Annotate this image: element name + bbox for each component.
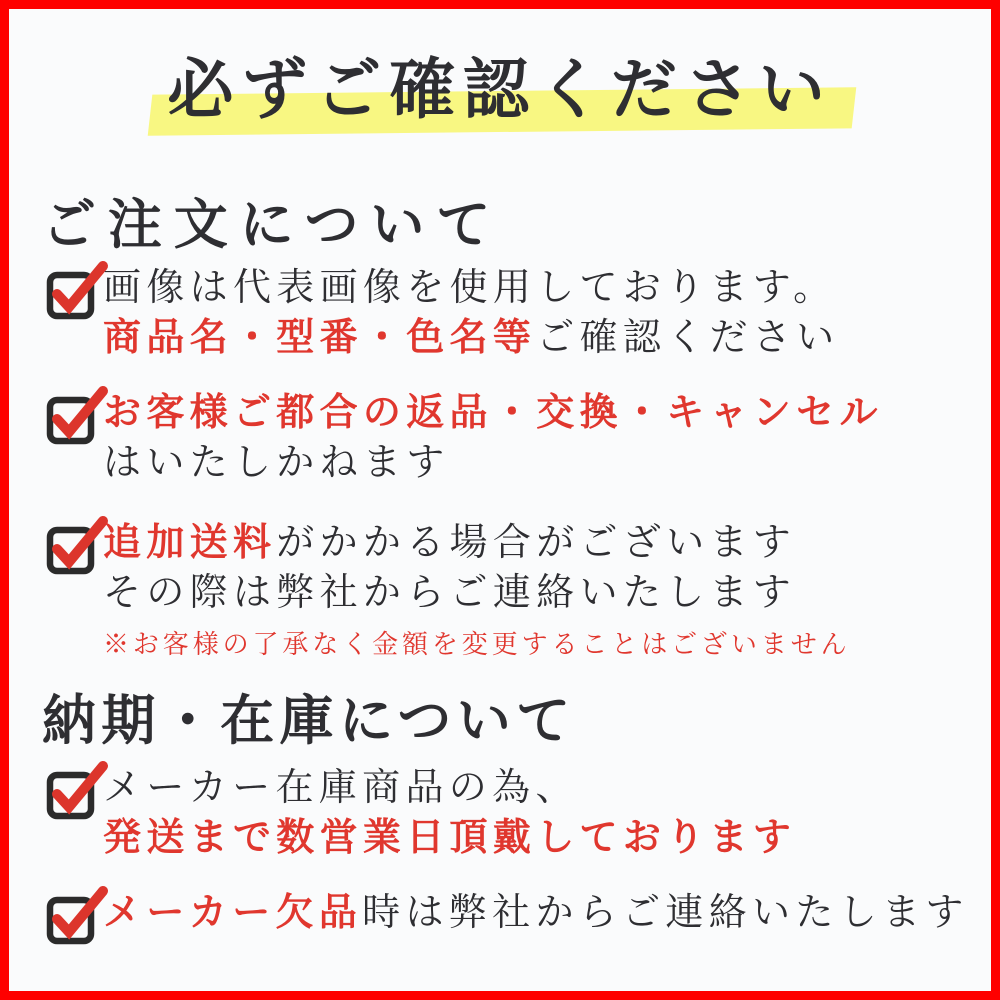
checklist-item — [45, 388, 883, 488]
item-line — [103, 438, 883, 488]
page-title: 必ずご確認ください — [167, 54, 833, 127]
item-line — [103, 388, 883, 438]
item-text: その際は弊社からご連絡いたします — [103, 572, 797, 614]
item-text: はいたしかねます — [103, 442, 450, 484]
item-text: ご確認ください — [536, 317, 840, 359]
item-line — [103, 568, 851, 618]
checklist-item — [45, 888, 969, 944]
item-line — [103, 888, 969, 938]
item-text-emphasis: メーカー欠品 — [103, 892, 363, 934]
item-text: メーカー在庫商品の為、 — [103, 767, 579, 809]
item-line — [103, 263, 839, 313]
checkbox-checked-icon — [45, 388, 103, 444]
item-text: 画像は代表画像を使用しております。 — [103, 267, 837, 309]
section-heading-delivery: 納期・在庫について — [42, 691, 576, 751]
checkbox-checked-icon — [45, 518, 103, 574]
item-text: 時は弊社からご連絡いたします — [362, 892, 969, 934]
item-line — [103, 518, 851, 568]
item-line — [103, 763, 796, 813]
checkbox-checked-icon — [45, 763, 103, 819]
item-text-emphasis: 追加送料 — [103, 522, 277, 564]
checkbox-checked-icon — [45, 263, 103, 319]
title-banner — [0, 0, 1000, 170]
item-footnote: ※お客様の了承なく金額を変更することはございません — [103, 630, 851, 659]
checklist-item — [45, 763, 796, 863]
checkbox-checked-icon — [45, 888, 103, 944]
item-line — [103, 813, 796, 863]
section-heading-order: ご注文について — [42, 195, 503, 255]
item-text: がかかる場合がございます — [276, 522, 797, 564]
item-text-emphasis: お客様ご都合の返品・交換・キャンセル — [103, 392, 883, 434]
item-line — [103, 313, 839, 363]
checklist-item — [45, 518, 851, 662]
item-text-emphasis: 発送まで数営業日頂戴しております — [103, 817, 797, 859]
item-text-emphasis: 商品名・型番・色名等 — [103, 317, 537, 359]
checklist-item — [45, 263, 839, 363]
